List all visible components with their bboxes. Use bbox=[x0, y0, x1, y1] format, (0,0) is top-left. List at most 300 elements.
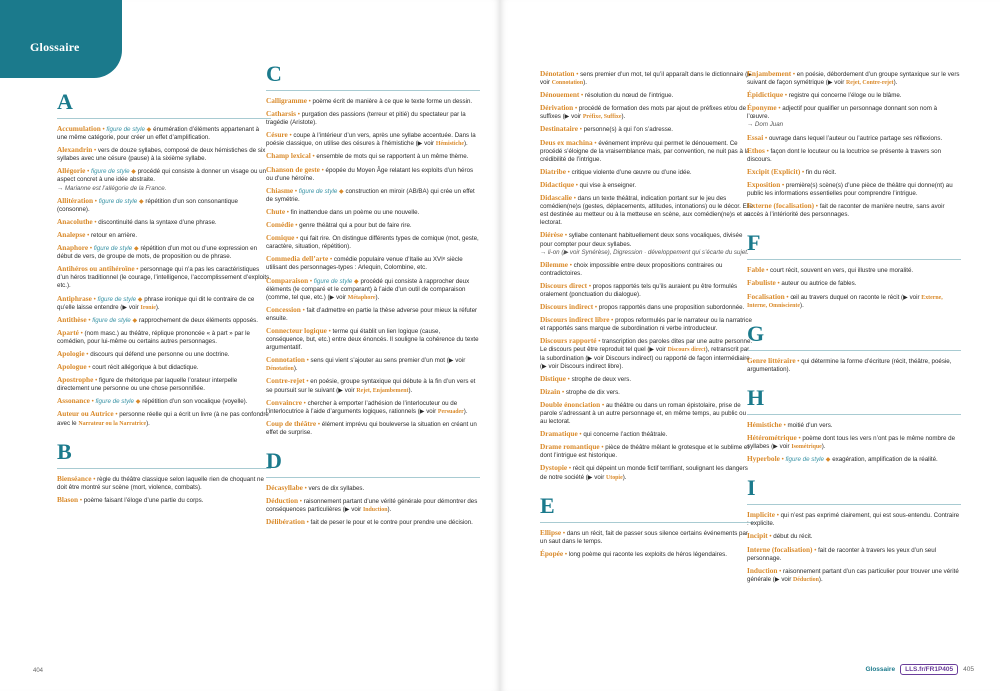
entry-term: Convaincre bbox=[266, 397, 302, 407]
entry-definition: règle du théâtre classique selon laquelle rien de choquant ne doit être montré sur scène (mort, violence, combats). bbox=[57, 475, 264, 491]
separator-diamond: ◆ bbox=[352, 277, 361, 285]
separator-dot: • bbox=[567, 465, 573, 473]
entry-definition: propos reformulés par le narrateur ou la narratrice et rapportés sans marque de subordination ni verbe introducteur. bbox=[540, 317, 752, 333]
entry-term: Didactique bbox=[540, 179, 575, 189]
entry-term: Dizain bbox=[540, 386, 561, 396]
entry-tail: ). bbox=[622, 473, 627, 481]
cross-reference[interactable]: Narrateur ou la Narratrice bbox=[78, 420, 147, 427]
glossary-entry bbox=[540, 375, 754, 384]
separator-dot: • bbox=[764, 267, 771, 275]
glossary-entry bbox=[747, 511, 961, 528]
entry-definition: qui détermine la forme d’écriture (récit, théâtre, poésie, argumentation). bbox=[747, 357, 952, 373]
cross-reference[interactable]: Externe, Interne, Omnisciente bbox=[747, 294, 943, 309]
glossary-entry bbox=[747, 266, 961, 275]
entry-term: Induction bbox=[747, 565, 778, 575]
entry-definition: résolution du nœud de l’intrigue. bbox=[584, 92, 674, 100]
entry-term: Coup de théâtre bbox=[266, 418, 317, 428]
glossary-entry bbox=[266, 131, 480, 148]
separator-dot: • bbox=[298, 498, 304, 506]
separator-dot: • bbox=[763, 134, 769, 142]
entry-term: Hémistiche bbox=[747, 419, 782, 429]
glossary-entry bbox=[747, 434, 961, 451]
separator-dot: • bbox=[294, 235, 300, 243]
entry-tag: figure de style bbox=[785, 456, 824, 464]
glossary-entry bbox=[540, 194, 754, 227]
glossary-entry bbox=[540, 261, 754, 278]
separator-dot: • bbox=[812, 546, 819, 554]
separator-dot: • bbox=[565, 168, 572, 176]
entry-definition: coupe à l’intérieur d’un vers, après une syllabe accentuée. Dans la poésie classique, on utilise des césures à l’hémistiche (▶ voir bbox=[266, 132, 476, 148]
entry-term: Antihéros ou antihéroïne bbox=[57, 264, 135, 274]
separator-dot: • bbox=[563, 550, 569, 558]
separator-dot: • bbox=[592, 139, 599, 147]
entry-term: Interne (focalisation) bbox=[747, 544, 813, 554]
entry-term: Destinataire bbox=[540, 124, 578, 134]
glossary-entry bbox=[57, 350, 271, 359]
separator-dot: • bbox=[316, 420, 322, 428]
entry-term: Essai bbox=[747, 132, 764, 142]
separator-dot: • bbox=[577, 126, 584, 134]
separator-dot: • bbox=[563, 232, 569, 240]
separator-dot: • bbox=[91, 475, 98, 483]
separator-dot: • bbox=[781, 421, 788, 429]
entry-term: Enjambement bbox=[747, 69, 792, 78]
separator-dot: • bbox=[574, 181, 580, 189]
entry-definition: élément imprévu qui bouleverse la situation en créant un effet de surprise. bbox=[266, 420, 477, 436]
entry-definition: récit qui dépeint un monde fictif terrifiant, soulignant les dangers de notre société (▶ voir bbox=[540, 465, 748, 481]
entry-term: Contre-rejet bbox=[266, 376, 305, 386]
section-letter: B bbox=[57, 440, 271, 469]
entry-tail: ). bbox=[464, 140, 468, 148]
glossary-entry bbox=[747, 181, 961, 198]
glossary-entry bbox=[540, 282, 754, 299]
glossary-entry bbox=[747, 168, 961, 177]
glossary-entry bbox=[57, 295, 271, 312]
separator-diamond: ◆ bbox=[136, 295, 145, 303]
entry-definition: purgation des passions (terreur et pitié) du spectateur par la tragédie (Aristote). bbox=[266, 111, 466, 127]
entry-term: Commedia dell’arte bbox=[266, 254, 329, 264]
cross-reference[interactable]: Isométrique bbox=[791, 444, 822, 451]
entry-term: Dilemme bbox=[540, 259, 568, 269]
entry-tag: figure de style bbox=[90, 168, 130, 176]
entry-definition: énumération d’éléments appartenant à une même catégorie, pour créer un effet d’amplification. bbox=[57, 126, 260, 142]
entry-term: Discours direct bbox=[540, 280, 588, 290]
entry-definition: rapprochement de deux éléments opposés. bbox=[138, 316, 258, 324]
right-page-number: 405 bbox=[963, 666, 974, 673]
entry-term: Comédie bbox=[266, 220, 294, 230]
glossary-entry bbox=[266, 377, 480, 394]
entry-definition: ensemble de mots qui se rapportent à un même thème. bbox=[316, 153, 469, 161]
glossary-entry bbox=[540, 316, 754, 333]
entry-term: Anacoluthe bbox=[57, 216, 93, 226]
glossary-column-1 bbox=[57, 90, 271, 509]
separator-diamond: ◆ bbox=[132, 245, 141, 253]
entry-tag: figure de style bbox=[106, 126, 145, 133]
glossary-entry bbox=[266, 110, 480, 127]
entry-definition: dans un récit, fait de passer sous silence certains événements par un saut dans le temps. bbox=[540, 529, 748, 545]
section-letter: I bbox=[747, 476, 961, 505]
entry-term: Exposition bbox=[747, 179, 781, 189]
entry-tail: ). bbox=[583, 79, 587, 87]
glossary-entry bbox=[747, 134, 961, 143]
separator-dot: • bbox=[764, 147, 771, 155]
entry-term: Discours indirect libre bbox=[540, 315, 610, 325]
entry-definition: phrase ironique qui dit le contraire de ce qu’elle laisse entendre (▶ voir bbox=[57, 295, 255, 311]
glossary-entry bbox=[747, 91, 961, 100]
glossary-entry bbox=[57, 410, 271, 427]
entry-definition: raisonnement partant d’une vérité générale pour démontrer des conséquences particulières (▶ voir bbox=[266, 498, 478, 514]
separator-dot: • bbox=[91, 295, 98, 303]
glossary-entry bbox=[57, 376, 271, 393]
cross-reference[interactable]: Rejet, Enjambement bbox=[356, 387, 409, 394]
entry-term: Alexandrin bbox=[57, 145, 93, 155]
entry-example: → Dom Juan bbox=[747, 121, 784, 129]
cross-reference[interactable]: Connotation bbox=[551, 80, 584, 87]
entry-tag: figure de style bbox=[298, 187, 338, 195]
separator-dot: • bbox=[784, 293, 791, 301]
separator-dot: • bbox=[285, 208, 291, 216]
section-tab-title: Glossaire bbox=[30, 40, 80, 54]
entry-definition: en poésie, groupe syntaxique qui débute à la fin d’un vers et se poursuit sur le suivant (▶ voir bbox=[266, 378, 476, 394]
glossary-entry bbox=[540, 91, 754, 100]
entry-term: Épidictique bbox=[747, 90, 784, 100]
glossary-entry bbox=[747, 279, 961, 288]
entry-tag: figure de style bbox=[97, 295, 137, 303]
entry-term: Catharsis bbox=[266, 109, 296, 119]
separator-diamond: ◆ bbox=[337, 187, 346, 195]
glossary-entry bbox=[540, 401, 754, 426]
glossary-entry bbox=[266, 399, 480, 416]
cross-reference[interactable]: Persuader bbox=[437, 408, 464, 415]
separator-dot: • bbox=[587, 282, 593, 290]
entry-definition: transcription des paroles dites par une autre personne. Le discours peut être reproduit tel quel (▶ voir bbox=[540, 338, 753, 354]
section-letter: C bbox=[266, 62, 480, 91]
entry-tag: figure de style bbox=[313, 277, 353, 285]
entry-tag: figure de style bbox=[98, 197, 138, 205]
left-page-number: 404 bbox=[33, 668, 44, 674]
glossary-entry bbox=[266, 484, 480, 493]
entry-definition: exagération, amplification de la réalité. bbox=[832, 456, 938, 464]
entry-term: Anaphore bbox=[57, 243, 89, 253]
glossary-entry bbox=[266, 208, 480, 217]
entry-term: Implicite bbox=[747, 510, 775, 520]
glossary-entry bbox=[57, 475, 271, 492]
separator-dot: • bbox=[296, 111, 302, 119]
entry-term: Apostrophe bbox=[57, 375, 94, 385]
cross-reference[interactable]: Ironie bbox=[140, 304, 156, 311]
entry-definition: poème dont tous les vers n’ont pas le même nombre de syllabes (▶ voir bbox=[747, 434, 956, 451]
glossary-entry bbox=[266, 255, 480, 272]
entry-definition: personne réelle qui a écrit un livre (à ne pas confondre avec le bbox=[57, 411, 269, 427]
entry-tail: ). bbox=[387, 506, 392, 514]
glossary-entry bbox=[266, 327, 480, 352]
separator-dot: • bbox=[560, 388, 566, 396]
entry-term: Auteur ou Autrice bbox=[57, 409, 114, 419]
separator-dot: • bbox=[319, 166, 326, 174]
entry-definition: pièce de théâtre mêlant le grotesque et le sublime et dont l’intrigue est historique. bbox=[540, 444, 750, 460]
glossary-entry bbox=[540, 529, 754, 546]
entry-definition: dans un texte théâtral, indication portant sur le jeu des comédien(ne)s (gestes, déplacements, attitudes, intonations) ou le décor. Elle est destinée au metteur ou à la metteuse en scène, aux comédien(ne)s et au lectorat. bbox=[540, 195, 753, 227]
entry-term: Césure bbox=[266, 130, 288, 140]
section-tab bbox=[0, 0, 122, 78]
entry-definition: première(s) scène(s) d’une pièce de théâtre qui donne(nt) au public les informations essentielles pour comprendre l’intrigue. bbox=[747, 181, 953, 198]
entry-definition: discours qui défend une personne ou une doctrine. bbox=[90, 350, 230, 358]
entry-example: → Marianne est l’allégorie de la France. bbox=[57, 184, 167, 192]
footer-link[interactable]: LLS.fr/FR1P405 bbox=[900, 664, 958, 675]
glossary-entry bbox=[540, 231, 754, 256]
separator-dot: • bbox=[304, 357, 311, 365]
entry-definition: moitié d’un vers. bbox=[787, 421, 833, 429]
separator-dot: • bbox=[301, 399, 308, 407]
entry-definition: strophe de dix vers. bbox=[565, 388, 620, 396]
separator-dot: • bbox=[85, 168, 91, 176]
glossary-entry bbox=[266, 277, 480, 302]
entry-definition: registre qui concerne l’éloge ou le blâme. bbox=[788, 92, 902, 100]
glossary-entry bbox=[747, 70, 961, 87]
entry-tag: figure de style bbox=[95, 398, 134, 406]
entry-definition: qui fait rire. On distingue différents types de comique (mot, geste, caractère, situation, répétition). bbox=[266, 235, 479, 251]
glossary-entry bbox=[540, 168, 754, 177]
glossary-entry bbox=[747, 546, 961, 563]
entry-definition: début du récit. bbox=[773, 533, 813, 541]
entry-definition: construction en miroir (AB/BA) qui crée un effet de symétrie. bbox=[266, 187, 475, 203]
section-letter: H bbox=[747, 386, 961, 415]
separator-dot: • bbox=[561, 529, 567, 537]
entry-definition: fait de peser le pour et le contre pour prendre une décision. bbox=[310, 519, 473, 527]
glossary-entry bbox=[266, 166, 480, 183]
separator-diamond: ◆ bbox=[129, 168, 138, 176]
entry-definition: poème faisant l’éloge d’une partie du corps. bbox=[83, 496, 204, 504]
cross-reference[interactable]: Rejet, Contre-rejet bbox=[846, 80, 894, 87]
entry-tail: ). bbox=[146, 419, 150, 427]
glossary-entry bbox=[540, 430, 754, 439]
separator-dot: • bbox=[573, 105, 579, 113]
entry-definition: poème écrit de manière à ce que le texte forme un dessin. bbox=[312, 98, 473, 105]
entry-tag: figure de style bbox=[93, 245, 133, 253]
entry-definition: propos rapportés dans une proposition subordonnée. bbox=[598, 304, 745, 312]
entry-definition: court récit allégorique à but didactique. bbox=[92, 364, 199, 372]
entry-definition: auteur ou autrice de fables. bbox=[781, 280, 857, 288]
entry-term: Genre littéraire bbox=[747, 355, 796, 365]
entry-term: Ethos bbox=[747, 145, 765, 155]
glossary-entry bbox=[266, 356, 480, 373]
entry-definition: procédé de formation des mots par ajout de préfixes et/ou de suffixes (▶ voir bbox=[540, 105, 747, 121]
entry-definition: long poème qui raconte les exploits de héros légendaires. bbox=[568, 550, 727, 558]
entry-term: Didascalie bbox=[540, 193, 573, 203]
entry-definition: chercher à emporter l’adhésion de l’interlocuteur ou de l’interlocutrice à l’aide d’arguments logiques, rationnels (▶ voir bbox=[266, 399, 458, 415]
glossary-entry bbox=[57, 363, 271, 372]
glossary-entry bbox=[266, 221, 480, 230]
entry-term: Incipit bbox=[747, 531, 768, 541]
entry-term: Dérivation bbox=[540, 103, 574, 113]
separator-dot: • bbox=[783, 92, 789, 100]
entry-definition: personne(s) à qui l’on s’adresse. bbox=[583, 126, 674, 134]
entry-term: Hétérométrique bbox=[747, 432, 797, 442]
separator-dot: • bbox=[88, 245, 94, 253]
entry-definition: procédé qui consiste à rapprocher deux éléments (le comparé et le comparant) à l’aide d’un outil de comparaison (comme, tel que, etc.) (▶ voir bbox=[266, 277, 470, 301]
entry-term: Blason bbox=[57, 494, 79, 504]
entry-definition: qui concerne l’action théâtrale. bbox=[583, 431, 668, 439]
entry-term: Apologie bbox=[57, 348, 85, 358]
separator-dot: • bbox=[86, 364, 93, 372]
entry-term: Connecteur logique bbox=[266, 325, 327, 335]
entry-definition: épopée du Moyen Âge relatant les exploits d’un héros ou d’une héroïne. bbox=[266, 166, 474, 182]
entry-definition: sens premier d’un mot, tel qu’il apparaît dans le dictionnaire (▶ voir bbox=[540, 71, 752, 87]
separator-dot: • bbox=[300, 306, 307, 314]
separator-dot: • bbox=[89, 398, 96, 406]
glossary-entry bbox=[540, 181, 754, 190]
separator-dot: • bbox=[92, 218, 99, 226]
entry-term: Dénotation bbox=[540, 69, 575, 78]
entry-term: Externe (focalisation) bbox=[747, 201, 815, 211]
entry-definition: retour en arrière. bbox=[91, 231, 138, 239]
entry-definition: fin du récit. bbox=[805, 168, 837, 176]
entry-definition: répétition d’un son vocalique (voyelle). bbox=[142, 398, 248, 406]
entry-tail: ). bbox=[375, 293, 380, 301]
separator-dot: • bbox=[134, 266, 141, 274]
entry-definition: strophe de deux vers. bbox=[571, 375, 632, 383]
entry-term: Focalisation bbox=[747, 291, 785, 301]
entry-definition: au théâtre ou dans un roman épistolaire, prise de parole s’adressant à un autre personnage et, en même temps, au public ou au lectorat. bbox=[540, 401, 747, 426]
glossary-entry bbox=[57, 329, 271, 346]
entry-term: Discours indirect bbox=[540, 302, 594, 312]
cross-reference[interactable]: Préfixe, Suffixe bbox=[582, 114, 622, 121]
glossary-entry bbox=[266, 497, 480, 514]
entry-term: Assonance bbox=[57, 396, 90, 406]
entry-definition: procédé qui consiste à donner un visage ou un aspect concret à une idée abstraite. bbox=[57, 168, 267, 184]
glossary-entry bbox=[540, 550, 754, 559]
glossary-entry bbox=[540, 139, 754, 164]
entry-term: Fabuliste bbox=[747, 278, 776, 288]
entry-term: Calligramme bbox=[266, 96, 307, 105]
entry-term: Chute bbox=[266, 206, 286, 216]
cross-reference[interactable]: Induction bbox=[362, 507, 388, 514]
entry-term: Bienséance bbox=[57, 473, 92, 483]
footer-section-label: Glossaire bbox=[865, 666, 896, 673]
separator-dot: • bbox=[308, 277, 314, 285]
entry-term: Analepse bbox=[57, 229, 86, 239]
glossary-entry bbox=[540, 388, 754, 397]
separator-dot: • bbox=[579, 92, 585, 100]
entry-term: Déduction bbox=[266, 496, 299, 506]
entry-definition: sens qui vient s’ajouter au sens premier d’un mot (▶ voir bbox=[310, 357, 466, 365]
glossary-entry bbox=[57, 125, 271, 142]
entry-tail: ). bbox=[893, 79, 898, 87]
glossary-entry bbox=[747, 104, 961, 129]
entry-definition: comédie populaire venue d’Italie au XVIᵉ siècle utilisant des personnages-types : Arlequin, Colombine, etc. bbox=[266, 256, 463, 272]
separator-dot: • bbox=[93, 377, 99, 385]
entry-definition: discontinuité dans la syntaxe d’une phrase. bbox=[98, 218, 217, 226]
separator-dot: • bbox=[800, 168, 806, 176]
glossary-entry bbox=[747, 147, 961, 164]
glossary-entry bbox=[540, 125, 754, 134]
entry-term: Comparaison bbox=[266, 275, 309, 285]
separator-dot: • bbox=[293, 187, 299, 195]
entry-term: Diatribe bbox=[540, 166, 566, 176]
separator-dot: • bbox=[567, 261, 574, 269]
entry-term: Éponyme bbox=[747, 103, 777, 113]
glossary-entry bbox=[540, 443, 754, 460]
glossary-entry bbox=[540, 337, 754, 370]
section-letter: F bbox=[747, 231, 961, 260]
entry-term: Allégorie bbox=[57, 166, 86, 176]
entry-term: Épopée bbox=[540, 548, 564, 558]
separator-dot: • bbox=[779, 456, 786, 464]
separator-dot: • bbox=[326, 327, 333, 335]
entry-term: Distique bbox=[540, 373, 566, 383]
glossary-entry bbox=[266, 518, 480, 527]
separator-diamond: ◆ bbox=[133, 398, 143, 406]
cross-reference[interactable]: Hémistiche bbox=[435, 141, 464, 148]
entry-tail: ). bbox=[621, 113, 626, 121]
glossary-entry bbox=[266, 234, 480, 251]
glossary-entry bbox=[747, 532, 961, 541]
entry-term: Ellipse bbox=[540, 527, 562, 537]
right-footer bbox=[865, 664, 974, 675]
separator-dot: • bbox=[609, 317, 616, 325]
separator-dot: • bbox=[774, 512, 781, 520]
section-letter: G bbox=[747, 322, 961, 351]
glossary-column-4 bbox=[747, 70, 961, 588]
glossary-column-2 bbox=[266, 62, 480, 531]
cross-reference[interactable]: Métaphore bbox=[347, 294, 376, 301]
glossary-entry bbox=[747, 202, 961, 219]
glossary-entry bbox=[747, 567, 961, 584]
glossary-entry bbox=[266, 152, 480, 161]
entry-term: Antiphrase bbox=[57, 293, 92, 303]
cross-reference[interactable]: Déduction bbox=[793, 576, 819, 583]
glossary-entry bbox=[57, 397, 271, 406]
separator-dot: • bbox=[84, 350, 91, 358]
glossary-entry bbox=[57, 244, 271, 261]
entry-term: Dramatique bbox=[540, 429, 578, 439]
cross-reference[interactable]: Discours direct bbox=[667, 347, 706, 354]
glossary-entry bbox=[57, 167, 271, 192]
entry-tail: ). bbox=[408, 386, 413, 394]
entry-definition: répétition d’un mot ou d’une expression en début de vers, de groupe de mots, de proposition ou de phrase. bbox=[57, 245, 258, 261]
separator-dot: • bbox=[776, 105, 783, 113]
entry-definition: raisonnement partant d’un cas particulier pour trouver une vérité générale (▶ voir bbox=[747, 567, 959, 583]
separator-dot: • bbox=[565, 375, 572, 383]
cross-reference[interactable]: Dénotation bbox=[266, 366, 294, 373]
entry-definition: critique violente d’une œuvre ou d’une idée. bbox=[571, 168, 692, 176]
separator-dot: • bbox=[572, 195, 578, 203]
separator-dot: • bbox=[795, 357, 802, 365]
separator-dot: • bbox=[814, 203, 820, 211]
entry-term: Drame romantique bbox=[540, 442, 600, 452]
entry-term: Chiasme bbox=[266, 185, 294, 195]
separator-diamond: ◆ bbox=[823, 456, 833, 464]
entry-definition: adjectif pour qualifier un personnage donnant son nom à l’œuvre. bbox=[747, 105, 938, 121]
cross-reference[interactable]: Utopie bbox=[606, 474, 623, 481]
separator-dot: • bbox=[78, 496, 84, 504]
glossary-entry bbox=[57, 496, 271, 505]
entry-term: Allitération bbox=[57, 195, 94, 205]
glossary-entry bbox=[540, 70, 754, 87]
separator-dot: • bbox=[596, 338, 603, 346]
glossary-entry bbox=[266, 97, 480, 106]
separator-dot: • bbox=[574, 71, 581, 78]
separator-dot: • bbox=[306, 98, 313, 105]
entry-definition: (nom masc.) au théâtre, réplique prononcée « à part » par le comédien, pour lui-même ou certains autres personnages. bbox=[57, 329, 250, 345]
entry-definition: choix impossible entre deux propositions contraires ou contradictoires. bbox=[540, 261, 723, 277]
separator-dot: • bbox=[86, 316, 93, 324]
separator-dot: • bbox=[85, 231, 91, 239]
entry-definition: propos rapportés tels qu’ils auraient pu être formulés oralement (ponctuation du dialogue). bbox=[540, 282, 738, 298]
entry-term: Deus ex machina bbox=[540, 137, 593, 147]
glossary-column-3 bbox=[540, 70, 754, 563]
entry-definition: fait de raconter de manière neutre, sans avoir accès à l’intériorité des personnages. bbox=[747, 203, 945, 219]
